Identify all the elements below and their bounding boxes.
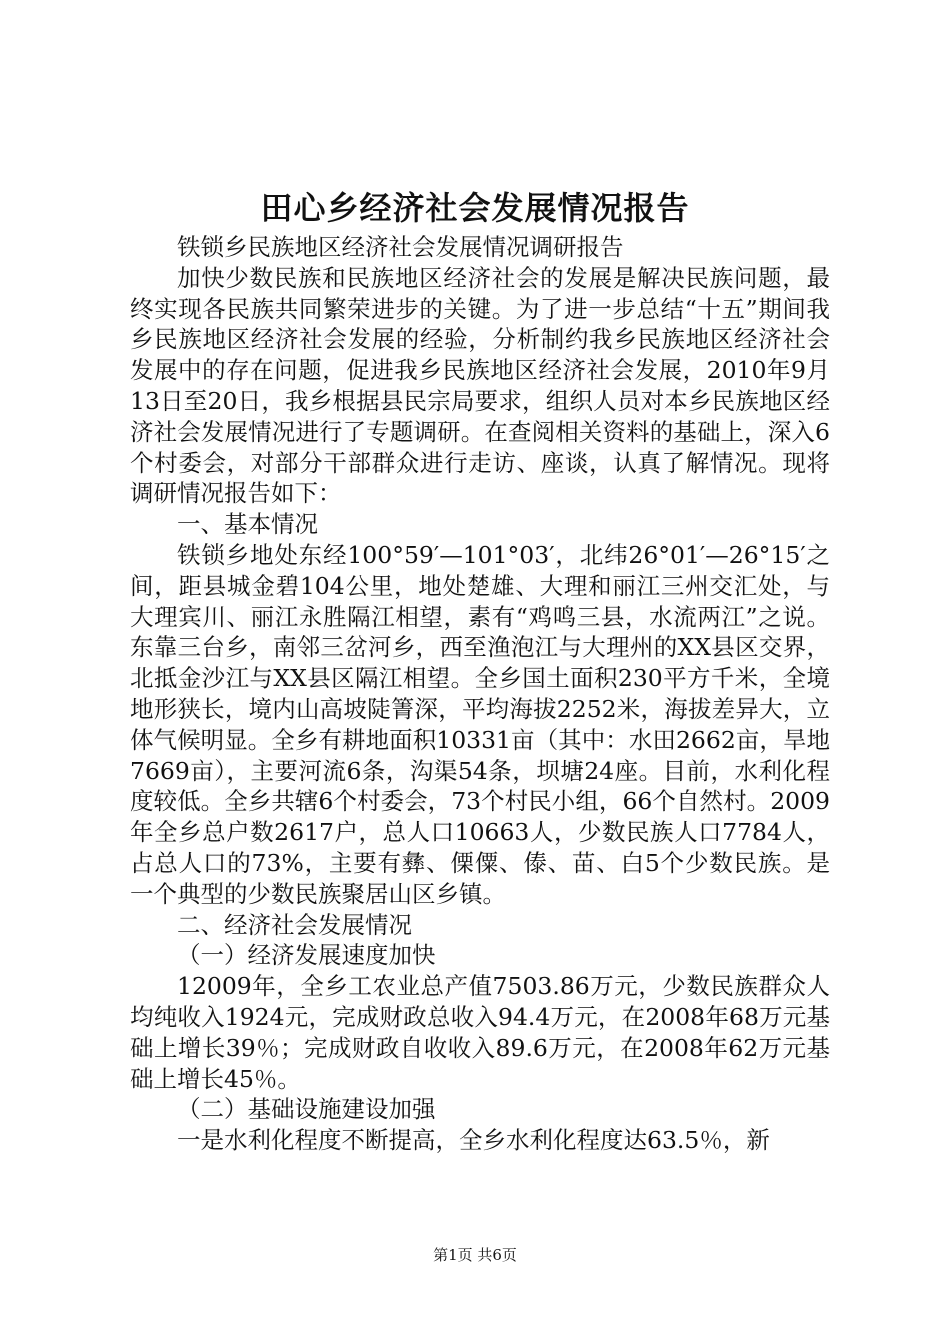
paragraph-basic-info: 铁锁乡地处东经100°59′—101°03′，北纬26°01′—26°15′之间，距县城金碧104公里，地处楚雄、大理和丽江三州交汇处，与大理宾川、丽江永胜隔江相望，素有“鸡鸣三县，水流两江”之说。东靠三台乡，南邻三岔河乡，西至渔泡江与大理州的XX县区交界，北抵金沙江与XX县区隔江相望。全乡国土面积230平方千米，全境地形狭长，境内山高坡陡箐深，平均海拔2252米，海拔差异大，立体气候明显。全乡有耕地面积10331亩（其中：水田2662亩，旱地7669亩），主要河流6条，沟渠54条，坝塘24座。目前，水利化程度较低。全乡共辖6个村委会，73个村民小组，66个自然村。2009年全乡总户数2617户，总人口10663人，少数民族人口7784人，占总人口的73%，主要有彝、傈僳、傣、苗、白5个少数民族。是一个典型的少数民族聚居山区乡镇。	[130, 540, 830, 908]
paragraph-economy: 12009年，全乡工农业总产值7503.86万元，少数民族群众人均纯收入1924元，完成财政总收入94.4万元，在2008年68万元基础上增长39％；完成财政自收收入89.6万元，在2008年62万元基础上增长45％。	[130, 972, 830, 1093]
document-body	[130, 232, 830, 1156]
document-title: 田心乡经济社会发展情况报告	[260, 189, 690, 227]
paragraph-intro: 加快少数民族和民族地区经济社会的发展是解决民族问题，最终实现各民族共同繁荣进步的关键。为了进一步总结“十五”期间我乡民族地区经济社会发展的经验，分析制约我乡民族地区经济社会发展中的存在问题，促进我乡民族地区经济社会发展，2010年9月13日至20日，我乡根据县民宗局要求，组织人员对本乡民族地区经济社会发展情况进行了专题调研。在查阅相关资料的基础上，深入6个村委会，对部分干部群众进行走访、座谈，认真了解情况。现将调研情况报告如下：	[130, 263, 830, 508]
paragraph-infrastructure: 一是水利化程度不断提高，全乡水利化程度达63.5％，新	[177, 1126, 770, 1155]
section-heading-development: 二、经济社会发展情况	[177, 910, 412, 939]
subsection-heading-economy: （一）经济发展速度加快	[177, 941, 436, 970]
section-heading-basic: 一、基本情况	[177, 510, 318, 539]
paragraph-subtitle: 铁锁乡民族地区经济社会发展情况调研报告	[177, 233, 624, 261]
page-footer: 第1页 共6页	[433, 1246, 517, 1264]
subsection-heading-infrastructure: （二）基础设施建设加强	[177, 1095, 436, 1124]
